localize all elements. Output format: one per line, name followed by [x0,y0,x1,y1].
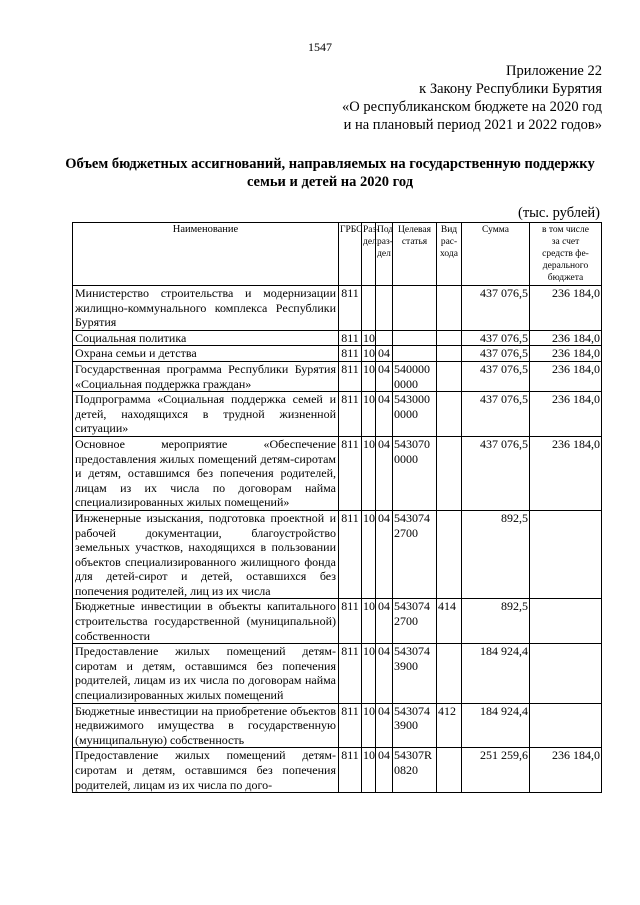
row-grbs-cell: 811 [339,748,362,793]
appendix-line-3: «О республиканском бюджете на 2020 год [342,99,602,115]
page-number: 1547 [308,40,332,54]
appendix-block [342,62,602,134]
row-federal-cell: 236 184,0 [530,330,602,346]
table-body [73,286,602,793]
row-sum-cell: 251 259,6 [462,748,530,793]
row-razdel-cell: 10 [362,748,376,793]
row-federal-cell: 236 184,0 [530,392,602,437]
appendix-line-2: к Закону Республики Бурятия [419,81,602,97]
table-row [73,599,602,644]
row-federal-cell: 236 184,0 [530,748,602,793]
row-vid-cell [437,392,462,437]
row-vid-cell [437,436,462,510]
row-federal-cell: 236 184,0 [530,286,602,331]
row-podrazdel-cell [376,330,393,346]
row-sum-cell: 437 076,5 [462,346,530,362]
appendix-line-4: и на плановый период 2021 и 2022 годов» [343,117,602,133]
row-razdel-cell: 10 [362,703,376,748]
row-razdel-cell: 10 [363,346,375,361]
row-vid-cell [437,510,462,599]
row-federal-cell [530,644,602,703]
row-federal-cell [530,510,602,599]
row-grbs-cell: 811 [339,330,362,346]
row-podrazdel-cell: 04 [376,748,393,793]
row-name-cell: Государственная программа Республики Бурятия «Социальная поддержка граждан» [73,361,339,391]
table-row [73,361,602,391]
row-razdel-cell: 10 [362,436,376,510]
row-name-cell: Предоставление жилых помещений детям-сиротам и детям, оставшимся без попечения родителей, лицам из их числа по дого- [73,748,339,793]
row-grbs-cell: 811 [339,644,362,703]
row-podrazdel-cell: 04 [376,346,393,362]
table-row [73,346,602,362]
row-podrazdel-cell: 04 [376,599,393,644]
table-row [73,286,602,331]
row-podrazdel-cell: 04 [376,510,393,599]
row-federal-cell: 236 184,0 [530,346,602,362]
row-vid-cell: 412 [437,703,462,748]
row-target-cell: 54307R 0820 [393,748,437,793]
row-razdel-cell: 10 [362,644,376,703]
row-name-cell: Основное мероприятие «Обеспечение предоставления жилых помещений детям-сиротам и детям, оставшимся без попечения родителей, лицам из их числа по договорам найма специализированных жилых помещений» [73,436,339,510]
table-row [73,644,602,703]
row-name-cell: Подпрограмма «Социальная поддержка семей и детей, находящихся в трудной жизненной ситуации» [73,392,339,437]
row-grbs-cell: 811 [339,392,362,437]
document-title: Объем бюджетных ассигнований, направляемых на государственную поддержку семьи и детей на 2020 год [65,156,595,190]
table-row [73,510,602,599]
header-vid: Вид рас- хода [437,223,462,286]
row-name-cell: Социальная политика [73,330,339,346]
header-grbs: ГРБС [339,223,362,286]
row-vid-cell [437,361,462,391]
table-row [73,703,602,748]
row-target-cell: 543074 2700 [393,599,437,644]
row-sum-cell: 184 924,4 [462,644,530,703]
row-grbs-cell: 811 [339,510,362,599]
row-sum-cell: 437 076,5 [462,361,530,391]
row-name-cell: Бюджетные инвестиции на приобретение объектов недвижимого имущества в государственную (муниципальную) собственность [73,703,339,748]
row-grbs-cell: 811 [339,599,362,644]
appendix-line-1: Приложение 22 [506,63,602,79]
row-razdel-cell: 10 [362,361,376,391]
row-sum-cell: 437 076,5 [462,286,530,331]
row-sum-cell: 892,5 [462,599,530,644]
row-target-cell [393,330,437,346]
row-grbs-cell: 811 [339,703,362,748]
table-row [73,436,602,510]
row-federal-cell: 236 184,0 [530,361,602,391]
row-vid-cell [437,330,462,346]
row-name-cell: Министерство строительства и модернизации жилищно-коммунального комплекса Республики Бурятия [73,286,339,331]
table-row [73,330,602,346]
row-razdel-cell [362,286,376,331]
budget-table [72,222,602,793]
row-podrazdel-cell [376,286,393,331]
row-sum-cell: 892,5 [462,510,530,599]
row-razdel-cell: 10 [362,599,376,644]
units-label: (тыс. рублей) [518,205,600,221]
row-vid-cell [437,346,462,362]
table-row [73,392,602,437]
row-podrazdel-cell: 04 [376,436,393,510]
header-federal: в том числе за счет средств фе- дерального бюджета [530,223,602,286]
row-vid-cell [437,748,462,793]
row-vid-cell [437,644,462,703]
row-podrazdel-cell: 04 [376,361,393,391]
row-sum-cell: 184 924,4 [462,703,530,748]
row-razdel-cell: 10 [362,510,376,599]
row-grbs-cell: 811 [339,436,362,510]
row-federal-cell [530,599,602,644]
row-target-cell [393,286,437,331]
row-podrazdel-cell: 04 [376,392,393,437]
header-razdel: Раз- дел [362,223,376,286]
row-grbs-cell: 811 [339,286,362,331]
row-federal-cell: 236 184,0 [530,436,602,510]
table-header-row [73,223,602,286]
row-grbs-cell: 811 [339,346,362,362]
row-federal-cell [530,703,602,748]
row-target-cell: 540000 0000 [393,361,437,391]
row-razdel-cell: 10 [362,392,376,437]
row-grbs-cell: 811 [339,361,362,391]
header-podrazdel: Под раз- дел [376,223,393,286]
row-podrazdel-cell: 04 [376,644,393,703]
row-target-cell: 543070 0000 [393,436,437,510]
row-name-cell: Бюджетные инвестиции в объекты капитального строительства государственной (муниципальной) собственности [73,599,339,644]
row-name-cell: Предоставление жилых помещений детям-сиротам и детям, оставшимся без попечения родителей, лицам из их числа по договорам найма специализированных жилых помещений [73,644,339,703]
row-target-cell: 543074 2700 [393,510,437,599]
table-row [73,748,602,793]
row-sum-cell: 437 076,5 [462,436,530,510]
row-target-cell: 543074 3900 [393,703,437,748]
row-name-cell: Охрана семьи и детства [73,346,339,362]
row-vid-cell: 414 [437,599,462,644]
row-target-cell [393,346,437,362]
row-sum-cell: 437 076,5 [462,330,530,346]
header-target: Целевая статья [393,223,437,286]
row-podrazdel-cell: 04 [376,703,393,748]
row-vid-cell [437,286,462,331]
row-sum-cell: 437 076,5 [462,392,530,437]
header-name: Наименование [73,223,339,286]
row-target-cell: 543000 0000 [393,392,437,437]
row-name-cell: Инженерные изыскания, подготовка проектной и рабочей документации, благоустройство земельных участков, находящихся в пользовании объектов специализированного жилищного фонда для детей-сирот и детей, оставшихся без попечения родителей, лиц из их числа [73,510,339,599]
row-target-cell: 543074 3900 [393,644,437,703]
row-razdel-cell: 10 [363,330,375,345]
header-sum: Сумма [462,223,530,286]
